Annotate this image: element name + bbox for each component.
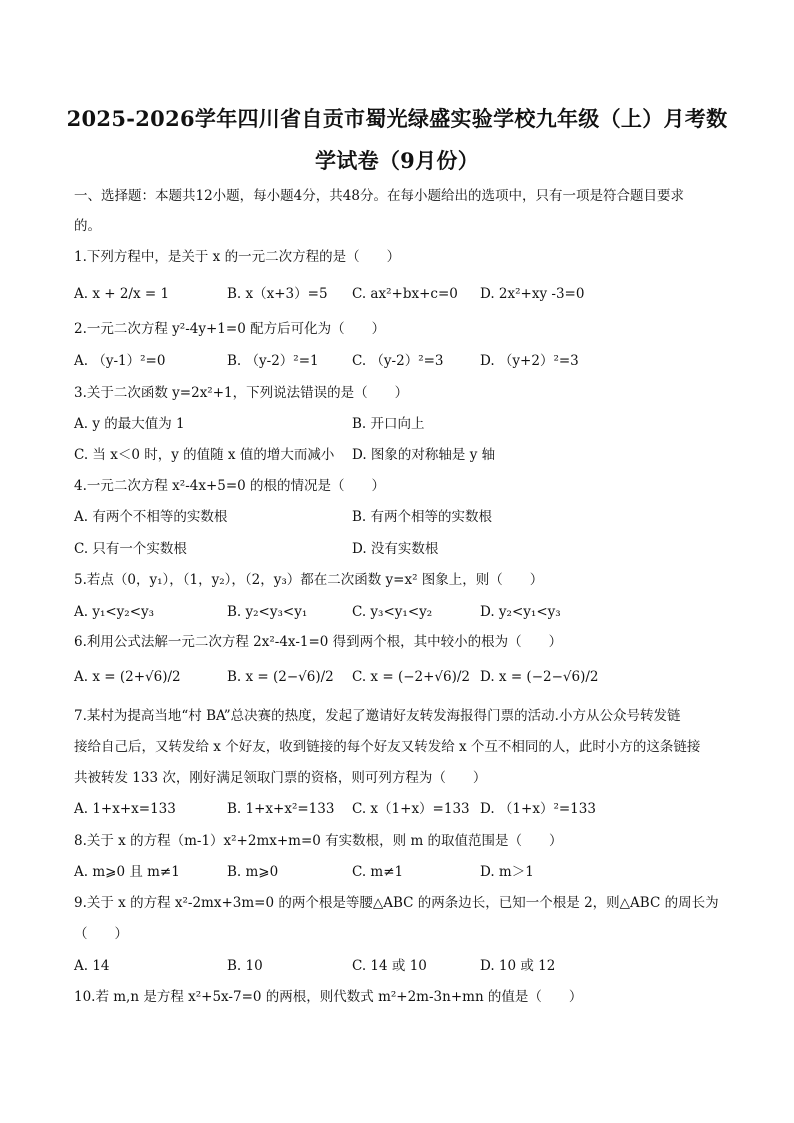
q6-option-a: A. x = (2+√6)/2 [74,669,181,685]
question-5: 5.若点（0，y₁），（1，y₂），（2，y₃）都在二次函数 y=x² 图象上，则（ ） [74,572,544,588]
page-title-line2: 学试卷（9月份） [314,148,479,173]
q2-option-c: C. （y-2）²=3 [352,353,444,369]
q3-option-a: A. y 的最大值为 1 [74,416,185,432]
question-4: 4.一元二次方程 x²-4x+5=0 的根的情况是（ ） [74,478,386,494]
q6-option-c: C. x = (−2+√6)/2 [352,669,471,685]
q7-option-a: A. 1+x+x=133 [74,801,176,817]
q4-option-a: A. 有两个不相等的实数根 [74,509,228,525]
q5-option-d: D. y₂<y₁<y₃ [480,604,561,620]
q7-option-b: B. 1+x+x²=133 [227,801,335,817]
question-7-line1: 7.某村为提高当地“村 BA”总决赛的热度，发起了邀请好友转发海报得门票的活动.小方从公众号转发链 [74,708,681,724]
section-heading: 一、选择题：本题共12小题，每小题4分，共48分。在每小题给出的选项中，只有一项是符合题目要求 [74,188,684,204]
q5-option-c: C. y₃<y₁<y₂ [352,604,433,620]
q3-option-c: C. 当 x＜0 时，y 的值随 x 值的增大而减小 [74,447,335,463]
q9-option-a: A. 14 [74,958,110,974]
q4-option-b: B. 有两个相等的实数根 [352,509,493,525]
question-6: 6.利用公式法解一元二次方程 2x²-4x-1=0 得到两个根，其中较小的根为（ ） [74,634,563,650]
q1-option-a: A. x + 2/x = 1 [74,286,170,302]
question-3: 3.关于二次函数 y=2x²+1，下列说法错误的是（ ） [74,385,409,401]
question-8: 8.关于 x 的方程（m-1）x²+2mx+m=0 有实数根，则 m 的取值范围是（ ） [74,833,563,849]
q2-option-b: B. （y-2）²=1 [227,353,319,369]
q2-option-a: A. （y-1）²=0 [74,353,166,369]
q5-option-b: B. y₂<y₃<y₁ [227,604,308,620]
q1-option-c: C. ax²+bx+c=0 [352,286,458,302]
q8-option-d: D. m＞1 [480,864,534,880]
q4-option-d: D. 没有实数根 [352,541,439,557]
q8-option-b: B. m⩾0 [227,864,279,880]
q8-option-c: C. m≠1 [352,864,404,880]
question-9-line2: （ ） [74,926,128,942]
q1-option-d: D. 2x²+xy -3=0 [480,286,585,302]
q3-option-d: D. 图象的对称轴是 y 轴 [352,447,496,463]
question-9-line1: 9.关于 x 的方程 x²-2mx+3m=0 的两个根是等腰△ABC 的两条边长，已知一个根是 2，则△ABC 的周长为 [74,895,719,911]
question-10: 10.若 m,n 是方程 x²+5x-7=0 的两根，则代数式 m²+2m-3n+mn 的值是（ ） [74,989,583,1005]
question-1: 1.下列方程中，是关于 x 的一元二次方程的是（ ） [74,249,401,265]
q2-option-d: D. （y+2）²=3 [480,353,579,369]
question-7-line3: 共被转发 133 次，刚好满足领取门票的资格，则可列方程为（ ） [74,770,487,786]
q7-option-c: C. x（1+x）=133 [352,801,470,817]
q9-option-b: B. 10 [227,958,263,974]
q8-option-a: A. m⩾0 且 m≠1 [74,864,180,880]
q6-option-d: D. x = (−2−√6)/2 [480,669,599,685]
q1-option-b: B. x（x+3）=5 [227,286,328,302]
q7-option-d: D. （1+x）²=133 [480,801,596,817]
q5-option-a: A. y₁<y₂<y₃ [74,604,155,620]
q6-option-b: B. x = (2−√6)/2 [227,669,334,685]
question-2: 2.一元二次方程 y²-4y+1=0 配方后可化为（ ） [74,321,386,337]
section-heading-cont: 的。 [74,218,101,234]
q9-option-c: C. 14 或 10 [352,958,427,974]
q4-option-c: C. 只有一个实数根 [74,541,187,557]
question-7-line2: 接给自己后，又转发给 x 个好友，收到链接的每个好友又转发给 x 个互不相同的人，此时小方的这条链接 [74,739,701,755]
q3-option-b: B. 开口向上 [352,416,425,432]
page-title-line1: 2025-2026学年四川省自贡市蜀光绿盛实验学校九年级（上）月考数 [66,106,728,131]
q9-option-d: D. 10 或 12 [480,958,556,974]
